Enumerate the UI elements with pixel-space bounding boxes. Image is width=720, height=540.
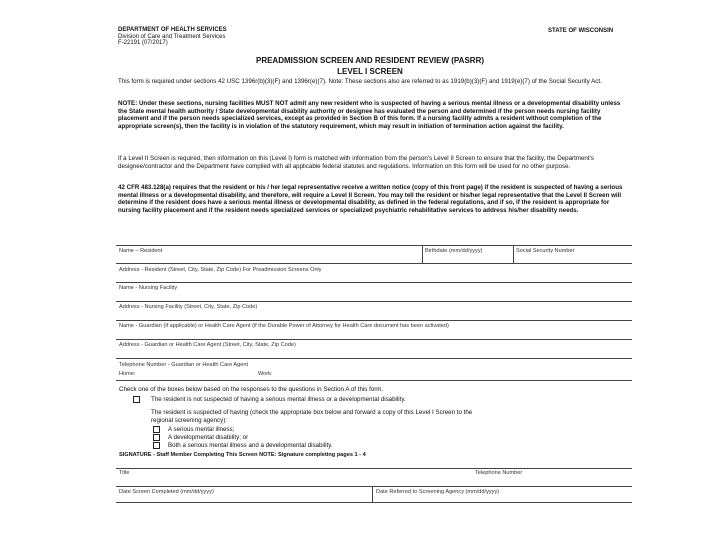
guardian-address-field[interactable]: Address - Guardian or Health Care Agent (Street, City, State, Zip Code) [119, 342, 296, 348]
level-ii-paragraph: If a Level II Screen is required, then information on this (Level I) form is matched with information from the person's Level II Screen to ensure that the facility, the Department's designee/contractor and the Department have complied with all applicable federal statutes and regulations. Information on this form will be used for no other purpose. [118, 155, 594, 170]
intro-paragraph: This form is required under sections 42 USC 1396r(b)(3)(F) and 1396r(e)(7). Note: These sections also are referred to as 1919(b)(3)(F) and 1919(e)(7) of the Social Security Act. [118, 78, 602, 85]
mental-illness-checkbox[interactable] [153, 426, 160, 433]
divider [116, 263, 632, 264]
developmental-disability-label: A developmental disability; or [168, 434, 249, 441]
form-title [180, 55, 560, 77]
cfr-paragraph: 42 CFR 483.128(a) requires that the resident or his / her legal representative receive a written notice (copy of this front page) if the resident is suspected of having a serious mental illness or a developmental disability, and therefore, will require a Level II Screen. You may tell the resident or his/her legal representative that the Level II Screen will determine if the resident does have a serious mental illness or developmental disability, as defined in the federal regulations, and if so, if the resident is appropriate for nursing facility placement and if the resident needs specialized services or specialized psychiatric rehabilitative services to address his/her disability needs. [118, 184, 623, 214]
divider [116, 380, 632, 381]
divider [116, 339, 632, 340]
suspected-label-line-1: The resident is suspected of having (check the appropriate box below and forward a copy of this Level I Screen to the [151, 409, 473, 416]
suspected-label-line-2: regional screening agency): [151, 417, 228, 424]
divider [116, 486, 632, 487]
staff-telephone-field[interactable]: Telephone Number [475, 470, 523, 476]
not-suspected-label: The resident is not suspected of having a serious mental illness or a developmental disability. [151, 396, 406, 403]
department-name: DEPARTMENT OF HEALTH SERVICES [118, 27, 227, 33]
guardian-telephone-label: Telephone Number - Guardian or Health Care Agent [119, 362, 249, 368]
work-phone-field[interactable]: Work: [258, 371, 273, 377]
form-number: F-22191 (07/2017) [118, 40, 168, 47]
note-paragraph: NOTE: Under these sections, nursing facilities MUST NOT admit any new resident who is suspected of having a serious mental illness or a developmental disability unless the State mental health authority / State developmental disability authority or designee has evaluated the person and determined if the person needs nursing facility placement and if the person needs specialized services, except as provided in Section B of this form. If a nursing facility admits a resident without completion of the appropriate screen(s), then the facility is in violation of the statutory requirement, which may result in initiation of termination action against the facility. [118, 100, 621, 130]
signature-field[interactable]: SIGNATURE - Staff Member Completing This Screen NOTE: Signature completing pages 1 - 4 [119, 452, 366, 458]
date-referred-field[interactable]: Date Referred to Screening Agency (mm/dd/yyyy) [376, 489, 500, 495]
divider [116, 320, 632, 321]
title-line-1: PREADMISSION SCREEN AND RESIDENT REVIEW (PASRR) [255, 56, 485, 65]
both-checkbox[interactable] [153, 442, 160, 449]
birthdate-field[interactable]: Birthdate (mm/dd/yyyy) [425, 248, 483, 254]
developmental-disability-checkbox[interactable] [153, 434, 160, 441]
divider [116, 468, 632, 469]
divider [513, 245, 514, 263]
title-field[interactable]: Title [119, 470, 130, 476]
both-label: Both a serious mental illness and a developmental disability. [168, 442, 333, 449]
check-instruction: Check one of the boxes below based on the responses to the questions in Section A of this form. [119, 386, 384, 393]
date-completed-field[interactable]: Date Screen Completed (mm/dd/yyyy) [119, 489, 214, 495]
divider [116, 282, 632, 283]
divider [422, 245, 423, 263]
divider [116, 358, 632, 359]
divider [116, 245, 632, 246]
facility-address-field[interactable]: Address - Nursing Facility (Street, City, State, Zip Code) [119, 304, 258, 310]
divider [116, 502, 632, 503]
state-name: STATE OF WISCONSIN [548, 28, 614, 34]
facility-name-field[interactable]: Name - Nursing Facility [119, 285, 178, 291]
header-left [118, 27, 227, 47]
title-line-2: LEVEL I SCREEN [337, 67, 403, 76]
not-suspected-checkbox[interactable] [133, 396, 140, 403]
resident-address-field[interactable]: Address - Resident (Street, City, State, Zip Code) For Preadmission Screens Only [119, 267, 322, 273]
divider [372, 486, 373, 502]
guardian-name-field[interactable]: Name - Guardian (if applicable) or Health Care Agent (if the Durable Power of Attorney for Health Care document has been activated) [119, 323, 449, 329]
resident-name-field[interactable]: Name – Resident [119, 248, 163, 254]
home-phone-field[interactable]: Home: [119, 371, 136, 377]
division-name: Division of Care and Treatment Services [118, 33, 226, 40]
divider [116, 301, 632, 302]
mental-illness-label: A serious mental illness; [168, 426, 235, 433]
ssn-field[interactable]: Social Security Number [516, 248, 575, 254]
